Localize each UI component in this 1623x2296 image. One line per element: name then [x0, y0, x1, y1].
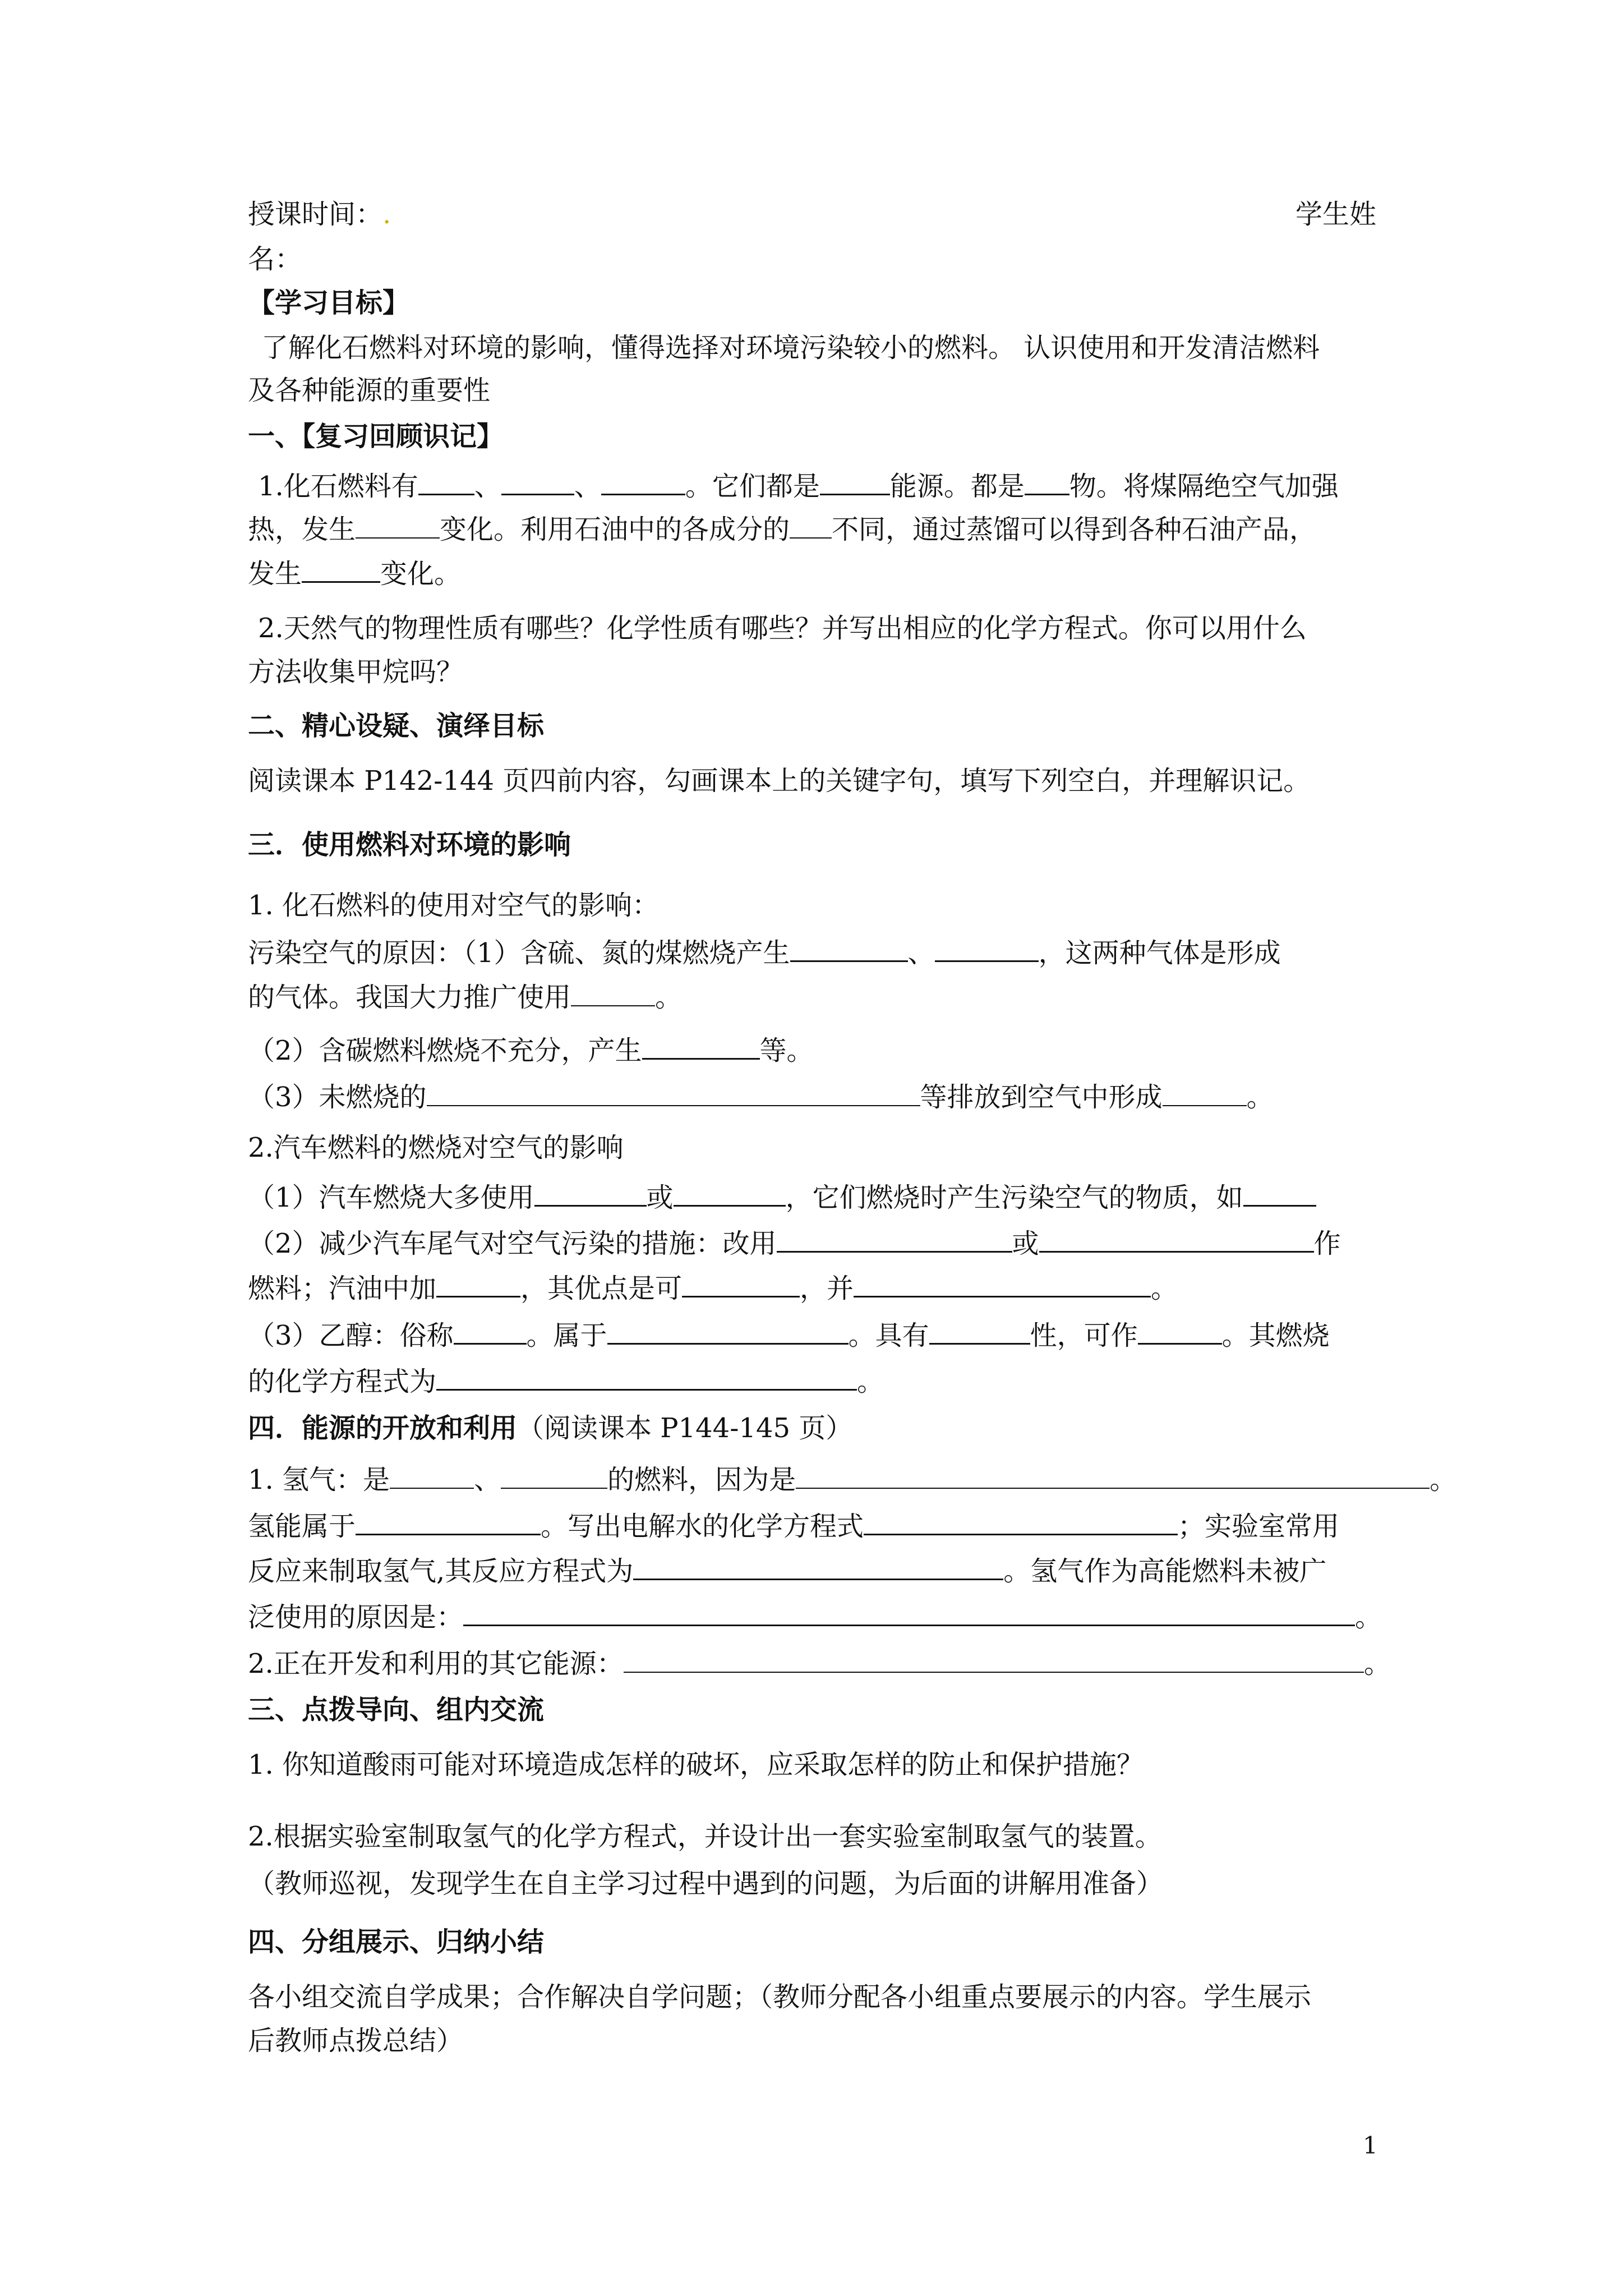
text: ；实验室常用 [1178, 1511, 1340, 1542]
text: 。具有 [848, 1320, 929, 1351]
env-p6: 2.汽车燃料的燃烧对空气的影响 [248, 1132, 624, 1163]
blank [571, 981, 655, 1006]
blank [790, 513, 832, 539]
energy-p4 [248, 1600, 1392, 1634]
blank [436, 1271, 520, 1297]
section-energy-title: 四．能源的开放和利用 [248, 1412, 518, 1444]
blank [633, 1554, 1003, 1580]
review-q1-line1 [258, 469, 1402, 503]
page-number: 1 [1363, 2132, 1378, 2159]
text: 。 [1363, 1648, 1391, 1680]
text: 。 [1430, 1464, 1457, 1496]
text: 。属于 [526, 1320, 607, 1351]
text: ，这两种气体是形成 [1038, 937, 1281, 969]
text: ，其优点是可 [520, 1273, 683, 1304]
text: （2）含碳燃料燃烧不充分，产生 [248, 1035, 642, 1066]
env-p1: 1. 化石燃料的使用对空气的影响： [248, 890, 660, 921]
text: 。氢气作为高能燃料未被广 [1003, 1556, 1327, 1587]
text: 物。将煤隔绝空气加强 [1069, 471, 1339, 502]
env-p5 [248, 1080, 1392, 1114]
blank [1025, 469, 1069, 495]
blank [454, 1318, 527, 1345]
review-q2-line1 [258, 611, 1402, 645]
review-q1-line3 [248, 556, 1392, 591]
blank [674, 1180, 786, 1207]
text: 发生 [248, 558, 302, 590]
section-energy-title-line [248, 1411, 1392, 1445]
text: 1.化石燃料有 [258, 471, 418, 502]
text: 热，发生 [248, 514, 356, 545]
blank [1243, 1180, 1316, 1207]
text: 变化。 [380, 558, 462, 590]
text: 或 [646, 1182, 674, 1213]
blank [436, 1364, 857, 1391]
env-p9 [248, 1271, 1392, 1305]
energy-p5 [248, 1647, 1392, 1681]
summary-line-1: 各小组交流自学成果；合作解决自学问题；（教师分配各小组重点要展示的内容。学生展示 [248, 1981, 1312, 2013]
text: 燃料；汽油中加 [248, 1273, 437, 1304]
text: 等排放到空气中形成 [920, 1082, 1163, 1113]
header-line [248, 197, 1392, 231]
blank [624, 1647, 1364, 1673]
text: 不同，通过蒸馏可以得到各种石油产品， [832, 514, 1317, 545]
text: 的气体。我国大力推广使用 [248, 982, 571, 1013]
review-q2-line2: 方法收集甲烷吗？ [248, 656, 464, 688]
explore-text: 阅读课本 P142-144 页四前内容，勾画课本上的关键字句，填写下列空白，并理解识记。 [248, 765, 1311, 797]
blank [1163, 1080, 1247, 1106]
blank [642, 1033, 760, 1060]
text: 、 [907, 937, 935, 969]
text: 泛使用的原因是： [248, 1602, 464, 1633]
blank [796, 1463, 1430, 1489]
text: 、 [574, 471, 601, 502]
text: 。写出电解水的化学方程式 [541, 1511, 864, 1542]
blank [501, 1463, 607, 1489]
text: 。 [1151, 1273, 1178, 1304]
env-p11 [248, 1364, 1392, 1398]
blank [1039, 1226, 1314, 1253]
blank [777, 1226, 1012, 1253]
header-line-2 [248, 242, 1392, 276]
blank [1138, 1318, 1222, 1345]
text: 的化学方程式为 [248, 1366, 437, 1397]
text: （2）减少汽车尾气对空气污染的措施：改用 [248, 1228, 777, 1259]
blank [390, 1463, 474, 1489]
section-environment-title: 三．使用燃料对环境的影响 [248, 829, 571, 861]
text: 的燃料，因为是 [607, 1464, 796, 1496]
text: 2.正在开发和利用的其它能源： [248, 1648, 624, 1680]
student-name-label-cont: 名： [248, 243, 302, 275]
text: 。它们都是 [685, 471, 820, 502]
text: 、 [474, 471, 501, 502]
blank [607, 1318, 849, 1345]
guidance-q1: 1. 你知道酸雨可能对环境造成怎样的破坏，应采取怎样的防止和保护措施？ [248, 1749, 1144, 1780]
text: ，并 [800, 1273, 854, 1304]
blank [501, 469, 574, 495]
env-p2 [248, 936, 1392, 970]
blank [790, 936, 908, 962]
text: 等。 [759, 1035, 814, 1066]
blank [427, 1080, 920, 1106]
blank [356, 513, 440, 539]
goals-text-2: 及各种能源的重要性 [248, 375, 491, 406]
goals-title: 【学习目标】 [248, 287, 410, 319]
blank [864, 1509, 1178, 1535]
text: 或 [1012, 1228, 1039, 1259]
energy-p3 [248, 1554, 1392, 1588]
blank [534, 1180, 647, 1207]
blank [929, 1318, 1030, 1345]
section-guidance-title: 三、点拨导向、组内交流 [248, 1694, 545, 1726]
blank [854, 1271, 1151, 1297]
text: 。其燃烧 [1221, 1320, 1330, 1351]
text: （3）乙醇：俗称 [248, 1320, 454, 1351]
text: 1. 氢气：是 [248, 1464, 390, 1496]
blank [682, 1271, 800, 1297]
text: ，它们燃烧时产生污染空气的物质，如 [785, 1182, 1243, 1213]
text: 性，可作 [1030, 1320, 1138, 1351]
text: 能源。都是 [889, 471, 1025, 502]
guidance-q2: 2.根据实验室制取氢气的化学方程式，并设计出一套实验室制取氢气的装置。 [248, 1821, 1162, 1852]
blank [463, 1600, 1355, 1626]
goals-text-1: 了解化石燃料对环境的影响，懂得选择对环境污染较小的燃料。 认识使用和开发清洁燃料 [261, 332, 1320, 364]
blank [356, 1509, 541, 1535]
env-p7 [248, 1180, 1392, 1214]
text: 作 [1313, 1228, 1341, 1259]
text: （3）未燃烧的 [248, 1082, 427, 1113]
guidance-note: （教师巡视，发现学生在自主学习过程中遇到的问题，为后面的讲解用准备） [248, 1868, 1164, 1899]
section-energy-note: （阅读课本 P144-145 页） [517, 1412, 853, 1444]
blank [935, 936, 1039, 962]
text: 并写出相应的化学方程式。你可以用什么 [822, 613, 1307, 644]
blank [820, 469, 890, 495]
text: 变化。利用石油中的各成分的 [440, 514, 790, 545]
blank [418, 469, 474, 495]
env-p8 [248, 1226, 1392, 1260]
energy-p1 [248, 1463, 1457, 1497]
text: （1）汽车燃烧大多使用 [248, 1182, 534, 1213]
section-review-title: 一、【复习回顾识记】 [248, 421, 504, 452]
student-name-label: 学生姓 [1295, 199, 1377, 230]
text: 。 [655, 982, 683, 1013]
text: 氢能属于 [248, 1511, 356, 1542]
text: 。 [1246, 1082, 1274, 1113]
env-p4 [248, 1033, 1392, 1068]
text: 反应来制取氢气,其反应方程式为 [248, 1556, 634, 1587]
teaching-time-label: 授课时间： [248, 199, 383, 230]
text: 、 [474, 1464, 501, 1496]
section-explore-title: 二、精心设疑、演绎目标 [248, 710, 545, 742]
review-q1-line2 [248, 513, 1392, 546]
text: 污染空气的原因：（1）含硫、氮的煤燃烧产生 [248, 937, 790, 969]
blank [302, 556, 380, 583]
blank [601, 469, 685, 495]
text: 2.天然气的物理性质有哪些？化学性质有哪些？ [258, 613, 822, 644]
energy-p2 [248, 1509, 1392, 1543]
section-summary-title: 四、分组展示、归纳小结 [248, 1926, 545, 1958]
text: 。 [1355, 1602, 1382, 1633]
env-p10 [248, 1318, 1392, 1352]
summary-line-2: 后教师点拨总结） [248, 2025, 464, 2056]
text: 。 [857, 1366, 884, 1397]
env-p3 [248, 981, 1392, 1014]
dot-mark: . [382, 199, 391, 230]
